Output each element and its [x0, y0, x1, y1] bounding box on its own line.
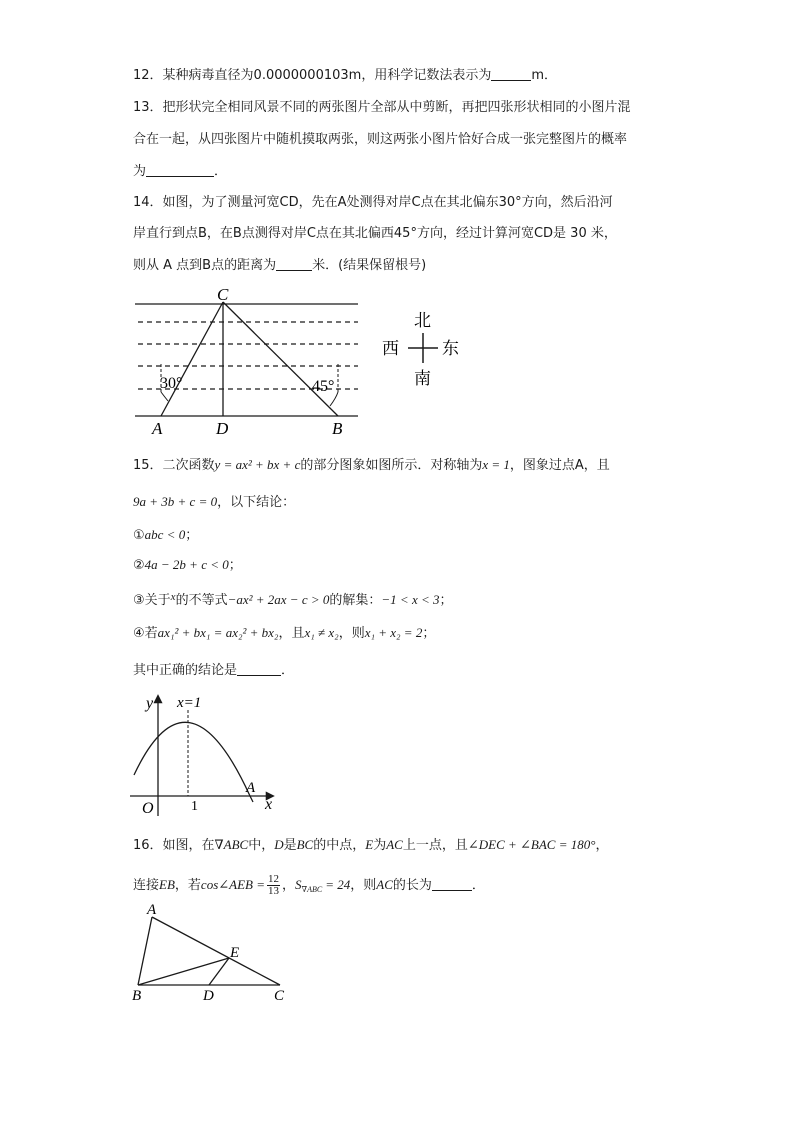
q12-answer-blank[interactable] — [491, 66, 531, 81]
q12-unit: m． — [531, 68, 557, 83]
q15-function: y = ax² + bx + c — [214, 457, 301, 472]
q16-mid: 中， — [248, 838, 275, 853]
q15-suffix: ，图象过点A，且 — [509, 458, 610, 473]
q16-line2-AC: AC — [376, 877, 393, 892]
q12-line — [133, 66, 557, 85]
label-D: D — [216, 419, 229, 438]
compass-rose — [380, 306, 470, 396]
q16-line2-prefix: 连接 — [133, 878, 160, 893]
choice-4-condition: x₁ ≠ x₂ — [304, 625, 339, 640]
compass-west: 西 — [382, 339, 399, 358]
q16-area-subscript: ∇ABC — [301, 885, 323, 894]
parabola-curve — [134, 722, 253, 802]
q16-line2-mid: ，若 — [174, 878, 201, 893]
q16-angle-equation: ∠DEC + ∠BAC = 180° — [467, 837, 596, 852]
q15-condition: 9a + 3b + c = 0 — [133, 494, 218, 509]
choice-4-result: x₁ + x₂ = 2 — [364, 625, 423, 640]
label-B: B — [132, 988, 142, 1004]
choice-1-suffix: ； — [185, 528, 199, 543]
q16-cos: cos∠AEB = — [200, 877, 265, 892]
y-axis-label: y — [146, 695, 154, 712]
q16-BC: BC — [296, 837, 314, 852]
q16-line2-mid3: ，则 — [350, 878, 377, 893]
q16-line1-suffix: ， — [595, 838, 609, 853]
angle-label-45: 45° — [312, 378, 335, 395]
q15-prefix: 15．二次函数 — [133, 458, 215, 473]
q15-conclusion-suffix: ． — [281, 663, 295, 678]
angle-arc-A — [161, 392, 168, 401]
q15-conclusion — [133, 661, 294, 680]
choice-4-number: ④ — [133, 626, 145, 641]
side-AB — [138, 917, 152, 985]
label-C: C — [217, 285, 229, 304]
choice-4-equation: ax₁² + bx₁ = ax₂² + bx₂ — [157, 625, 279, 640]
q13-line1: 13．把形状完全相同风景不同的两张图片全部从中剪断，再把四张形状相同的小图片混 — [133, 100, 631, 115]
q16-line2-mid2: ， — [282, 878, 296, 893]
q15-choice2 — [133, 556, 242, 575]
q16-triangle-figure — [130, 900, 290, 1004]
symmetry-label: x=1 — [177, 695, 202, 711]
q15-choice4 — [133, 624, 435, 643]
q14-answer-blank[interactable] — [276, 256, 312, 271]
choice-4-suffix: ； — [422, 626, 436, 641]
choice-3-var: x — [170, 591, 176, 603]
q16-D: D — [274, 837, 284, 852]
x-axis-label: x — [265, 796, 273, 813]
q14-line3-prefix: 则从 A 点到B点的距离为 — [133, 258, 277, 273]
segment-BE — [138, 958, 229, 985]
q15-conclusion-prefix: 其中正确的结论是 — [133, 663, 238, 678]
q13-line3 — [133, 162, 227, 181]
label-D: D — [203, 988, 214, 1004]
q13-answer-blank[interactable] — [146, 162, 214, 177]
origin-label: O — [142, 800, 154, 817]
q13-line2: 合在一起，从四张图片中随机摸取两张，则这两张小图片恰好合成一张完整图片的概率 — [133, 132, 628, 147]
q15-line2-suffix: ，以下结论： — [217, 495, 296, 510]
q15-mid: 的部分图象如图所示．对称轴为 — [300, 458, 483, 473]
q16-line1 — [133, 836, 608, 855]
q16-line2-suffix: ． — [471, 878, 485, 893]
q15-parabola-figure — [128, 690, 288, 820]
q13-line3-suffix: ． — [214, 164, 228, 179]
q14-river-figure — [130, 284, 370, 439]
choice-3-mid2: 的解集： — [329, 593, 382, 608]
label-C: C — [274, 988, 285, 1004]
tick-1-label: 1 — [191, 799, 198, 814]
q15-choice1 — [133, 526, 198, 545]
q16-line2-mid4: 的长为 — [392, 878, 432, 893]
label-A: A — [147, 902, 157, 918]
q16-triangle: ∇ABC — [214, 837, 249, 852]
choice-4-mid2: ，则 — [338, 626, 365, 641]
q16-mid2: 是 — [283, 838, 297, 853]
choice-3-solution: −1 < x < 3 — [381, 592, 440, 607]
q12-text: 12．某种病毒直径为0.0000000103m，用科学记数法表示为 — [133, 68, 492, 83]
q16-AC: AC — [386, 837, 403, 852]
q15-line1 — [133, 456, 610, 475]
q16-E: E — [365, 837, 374, 852]
q15-line2 — [133, 493, 295, 512]
choice-3-number: ③ — [133, 593, 145, 608]
q14-line2: 岸直行到点B，在B点测得对岸C点在其北偏西45°方向，经过计算河宽CD是 30 米， — [133, 226, 617, 241]
choice-2-expr: 4a − 2b + c < 0 — [144, 557, 229, 572]
choice-3-suffix: ； — [439, 593, 453, 608]
q16-answer-blank[interactable] — [432, 876, 472, 891]
compass-east: 东 — [442, 339, 459, 358]
segment-DE — [209, 958, 229, 985]
label-A: A — [152, 419, 163, 438]
q16-area-value: = 24 — [325, 877, 351, 892]
choice-4-prefix: 若 — [144, 626, 158, 641]
q14-line3-suffix: 米．(结果保留根号) — [312, 258, 427, 273]
label-B: B — [332, 419, 343, 438]
q16-area-symbol: S — [295, 877, 302, 892]
choice-2-number: ② — [133, 558, 145, 573]
q16-mid4: 为 — [373, 838, 387, 853]
segment-CB — [223, 302, 338, 416]
choice-1-expr: abc < 0 — [144, 527, 186, 542]
fraction-numerator: 12 — [268, 873, 279, 885]
q16-EB: EB — [159, 877, 175, 892]
q15-answer-blank[interactable] — [237, 661, 281, 676]
q14-line1: 14．如图，为了测量河宽CD，先在A处测得对岸C点在其北偏东30°方向，然后沿河 — [133, 195, 613, 210]
point-A-label: A — [246, 780, 256, 796]
choice-1-number: ① — [133, 528, 145, 543]
choice-3-prefix: 关于 — [144, 593, 171, 608]
segment-AC — [161, 302, 223, 416]
q15-choice3 — [133, 588, 453, 610]
fraction-denominator: 13 — [268, 885, 279, 897]
choice-3-mid: 的不等式 — [175, 593, 228, 608]
q16-mid3: 的中点， — [313, 838, 366, 853]
choice-3-inequality: −ax² + 2ax − c > 0 — [227, 592, 330, 607]
q14-line3 — [133, 256, 426, 275]
q16-mid5: 上一点，且 — [402, 838, 468, 853]
q15-axis: x = 1 — [482, 457, 510, 472]
q13-line3-prefix: 为 — [133, 164, 147, 179]
q16-fraction — [267, 874, 280, 897]
compass-north: 北 — [414, 311, 431, 330]
choice-4-mid: ，且 — [278, 626, 305, 641]
choice-2-suffix: ； — [228, 558, 242, 573]
angle-label-30: 30° — [160, 375, 183, 392]
compass-south: 南 — [414, 369, 431, 388]
label-E: E — [230, 945, 240, 961]
q16-prefix: 16．如图，在 — [133, 838, 215, 853]
